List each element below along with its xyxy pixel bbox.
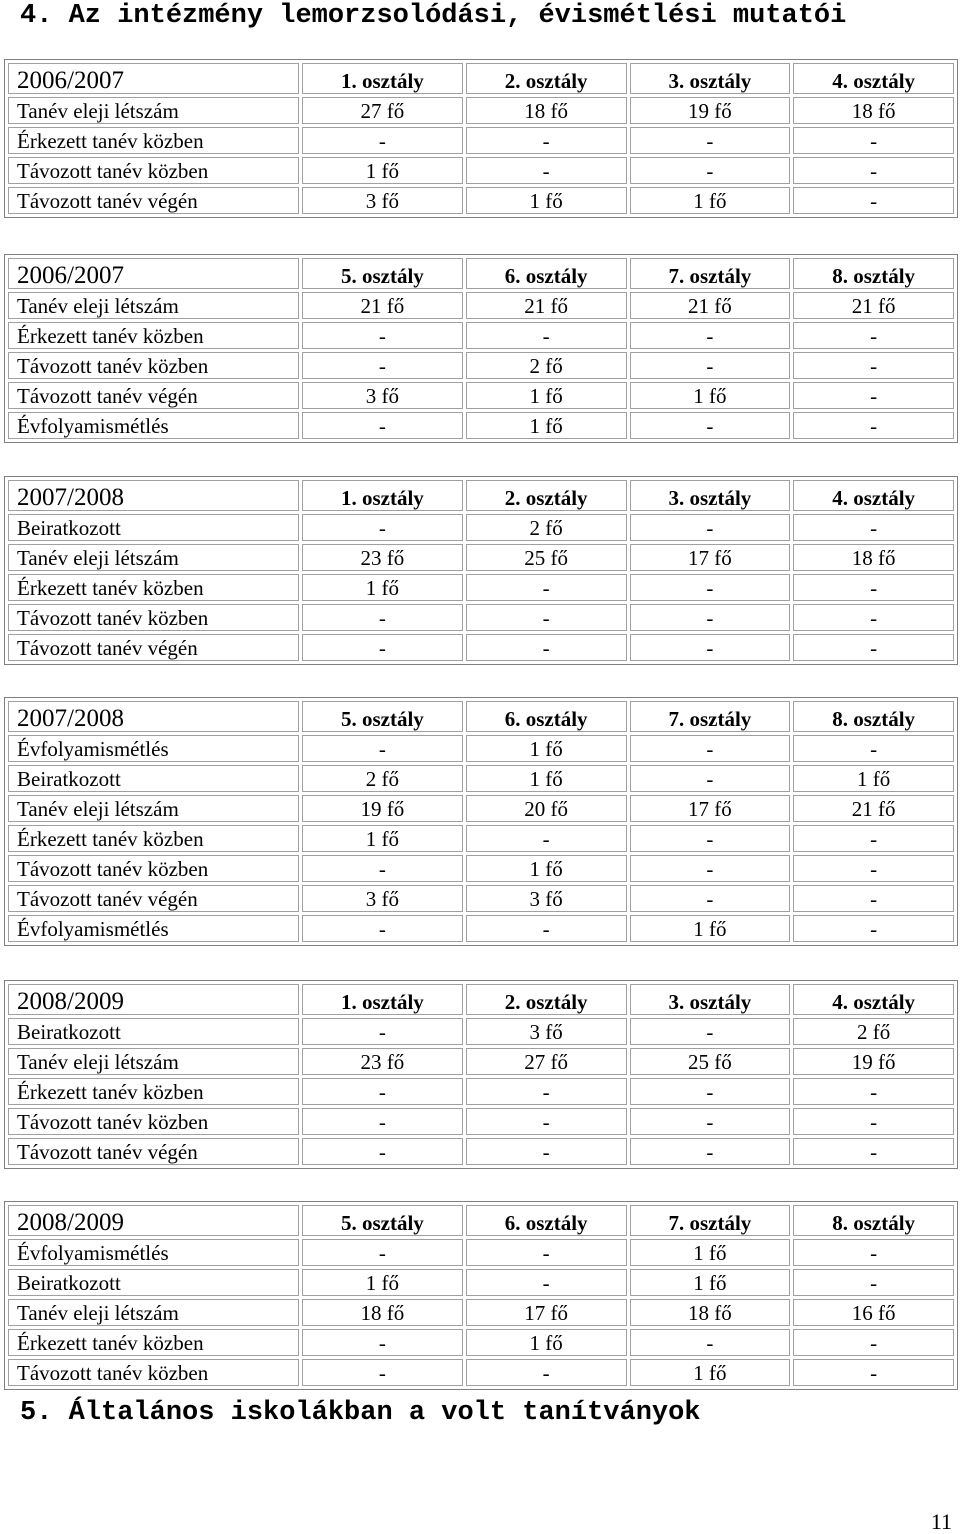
- table-row: [8, 352, 954, 379]
- table-cell: -: [302, 127, 463, 154]
- table-row: [8, 1138, 954, 1165]
- table-cell: -: [793, 412, 954, 439]
- class-column-header: 6. osztály: [466, 701, 627, 732]
- table-cell: -: [793, 1269, 954, 1296]
- class-column-header: 4. osztály: [793, 63, 954, 94]
- table-cell: -: [793, 1108, 954, 1135]
- data-table: [4, 476, 958, 665]
- class-column-header: 3. osztály: [630, 63, 791, 94]
- table-cell: -: [793, 187, 954, 214]
- table-cell: 1 fő: [302, 825, 463, 852]
- table-cell: -: [630, 1018, 791, 1045]
- table-cell: 21 fő: [793, 795, 954, 822]
- table-cell: -: [466, 157, 627, 184]
- table-cell: 17 fő: [466, 1299, 627, 1326]
- table-cell: -: [793, 127, 954, 154]
- table-cell: -: [466, 1138, 627, 1165]
- table-cell: -: [466, 1269, 627, 1296]
- class-column-header: 3. osztály: [630, 984, 791, 1015]
- class-column-header: 1. osztály: [302, 984, 463, 1015]
- table-cell: 1 fő: [466, 412, 627, 439]
- table-row: [8, 825, 954, 852]
- table-cell: -: [630, 825, 791, 852]
- table-cell: -: [302, 352, 463, 379]
- table-cell: 21 fő: [793, 292, 954, 319]
- table-row: [8, 1269, 954, 1296]
- table-cell: -: [793, 604, 954, 631]
- class-column-header: 5. osztály: [302, 701, 463, 732]
- table-row: [8, 1239, 954, 1266]
- school-year: 2006/2007: [8, 258, 299, 289]
- table-cell: -: [302, 1078, 463, 1105]
- row-label: Tanév eleji létszám: [8, 1048, 299, 1075]
- table-header-row: [8, 701, 954, 732]
- row-label: Távozott tanév végén: [8, 187, 299, 214]
- table-row: [8, 127, 954, 154]
- table-cell: -: [630, 412, 791, 439]
- table-cell: 18 fő: [630, 1299, 791, 1326]
- table-cell: 1 fő: [466, 855, 627, 882]
- row-label: Évfolyamismétlés: [8, 1239, 299, 1266]
- row-label: Évfolyamismétlés: [8, 412, 299, 439]
- table-row: [8, 514, 954, 541]
- table-row: [8, 1329, 954, 1356]
- table-cell: 3 fő: [302, 382, 463, 409]
- table-cell: -: [630, 735, 791, 762]
- table-cell: -: [630, 157, 791, 184]
- table-row: [8, 604, 954, 631]
- table-cell: -: [302, 514, 463, 541]
- table-row: [8, 412, 954, 439]
- table-cell: 19 fő: [793, 1048, 954, 1075]
- table-header-row: [8, 480, 954, 511]
- table-cell: 23 fő: [302, 544, 463, 571]
- table-row: [8, 1018, 954, 1045]
- table-row: [8, 574, 954, 601]
- row-label: Érkezett tanév közben: [8, 1329, 299, 1356]
- table-cell: -: [466, 127, 627, 154]
- table-cell: 21 fő: [466, 292, 627, 319]
- table-cell: 2 fő: [466, 514, 627, 541]
- page-number: 11: [930, 1509, 952, 1534]
- table-cell: -: [630, 514, 791, 541]
- table-row: [8, 634, 954, 661]
- table-cell: 21 fő: [630, 292, 791, 319]
- class-column-header: 2. osztály: [466, 984, 627, 1015]
- data-table: [4, 59, 958, 218]
- row-label: Tanév eleji létszám: [8, 292, 299, 319]
- table-cell: 2 fő: [302, 765, 463, 792]
- table-cell: 2 fő: [466, 352, 627, 379]
- table-cell: -: [793, 1138, 954, 1165]
- table-cell: -: [302, 322, 463, 349]
- table-cell: 1 fő: [302, 1269, 463, 1296]
- row-label: Beiratkozott: [8, 1269, 299, 1296]
- class-column-header: 5. osztály: [302, 258, 463, 289]
- class-column-header: 7. osztály: [630, 701, 791, 732]
- table-cell: -: [466, 1078, 627, 1105]
- row-label: Érkezett tanév közben: [8, 1078, 299, 1105]
- class-column-header: 1. osztály: [302, 63, 463, 94]
- class-column-header: 8. osztály: [793, 1205, 954, 1236]
- table-cell: -: [630, 855, 791, 882]
- section-heading-5: 5. Általános iskolákban a volt tanítványok: [20, 1398, 701, 1428]
- table-cell: -: [466, 1239, 627, 1266]
- table-cell: 1 fő: [630, 1239, 791, 1266]
- class-column-header: 7. osztály: [630, 1205, 791, 1236]
- table-cell: 25 fő: [466, 544, 627, 571]
- table-cell: -: [302, 634, 463, 661]
- row-label: Évfolyamismétlés: [8, 915, 299, 942]
- row-label: Beiratkozott: [8, 1018, 299, 1045]
- table-cell: -: [302, 604, 463, 631]
- table-cell: -: [630, 765, 791, 792]
- table-cell: -: [630, 604, 791, 631]
- row-label: Távozott tanév végén: [8, 1138, 299, 1165]
- table-cell: 1 fő: [466, 765, 627, 792]
- row-label: Tanév eleji létszám: [8, 1299, 299, 1326]
- table-cell: -: [466, 825, 627, 852]
- table-cell: -: [793, 514, 954, 541]
- table-cell: -: [302, 412, 463, 439]
- data-table: [4, 980, 958, 1169]
- table-cell: -: [302, 735, 463, 762]
- table-cell: 2 fő: [793, 1018, 954, 1045]
- table-cell: -: [630, 322, 791, 349]
- table-cell: -: [793, 855, 954, 882]
- table-cell: -: [793, 915, 954, 942]
- table-row: [8, 1299, 954, 1326]
- class-column-header: 6. osztály: [466, 1205, 627, 1236]
- data-table: [4, 697, 958, 946]
- class-column-header: 2. osztály: [466, 480, 627, 511]
- table-cell: 1 fő: [630, 915, 791, 942]
- row-label: Távozott tanév közben: [8, 1108, 299, 1135]
- school-year: 2008/2009: [8, 1205, 299, 1236]
- table-cell: -: [630, 1108, 791, 1135]
- table-cell: -: [630, 634, 791, 661]
- table-cell: 18 fő: [793, 97, 954, 124]
- table-row: [8, 1108, 954, 1135]
- table-cell: -: [630, 574, 791, 601]
- table-cell: -: [302, 1138, 463, 1165]
- table-cell: -: [630, 1078, 791, 1105]
- table-cell: -: [302, 915, 463, 942]
- table-row: [8, 292, 954, 319]
- row-label: Érkezett tanév közben: [8, 825, 299, 852]
- row-label: Távozott tanév végén: [8, 382, 299, 409]
- table-cell: -: [302, 1108, 463, 1135]
- table-row: [8, 97, 954, 124]
- table-cell: -: [793, 1078, 954, 1105]
- table-cell: -: [466, 1108, 627, 1135]
- table-cell: 1 fő: [630, 382, 791, 409]
- table-cell: -: [466, 915, 627, 942]
- section-heading-4: 4. Az intézmény lemorzsolódási, évismétlési mutatói: [20, 1, 847, 31]
- table-cell: -: [630, 1329, 791, 1356]
- table-row: [8, 795, 954, 822]
- table-cell: 1 fő: [302, 157, 463, 184]
- table-cell: -: [302, 1239, 463, 1266]
- school-year: 2008/2009: [8, 984, 299, 1015]
- table-cell: -: [630, 127, 791, 154]
- row-label: Érkezett tanév közben: [8, 322, 299, 349]
- table-row: [8, 1048, 954, 1075]
- table-cell: 27 fő: [302, 97, 463, 124]
- row-label: Tanév eleji létszám: [8, 97, 299, 124]
- row-label: Távozott tanév közben: [8, 855, 299, 882]
- table-row: [8, 157, 954, 184]
- table-cell: -: [466, 574, 627, 601]
- table-cell: 17 fő: [630, 544, 791, 571]
- class-column-header: 2. osztály: [466, 63, 627, 94]
- table-cell: -: [302, 1329, 463, 1356]
- table-cell: 3 fő: [466, 1018, 627, 1045]
- row-label: Beiratkozott: [8, 765, 299, 792]
- table-row: [8, 855, 954, 882]
- table-cell: 1 fő: [466, 735, 627, 762]
- table-cell: 1 fő: [793, 765, 954, 792]
- table-cell: 25 fő: [630, 1048, 791, 1075]
- table-cell: 17 fő: [630, 795, 791, 822]
- table-cell: -: [630, 352, 791, 379]
- table-header-row: [8, 1205, 954, 1236]
- table-cell: 1 fő: [302, 574, 463, 601]
- table-cell: -: [793, 352, 954, 379]
- class-column-header: 3. osztály: [630, 480, 791, 511]
- table-cell: 19 fő: [630, 97, 791, 124]
- class-column-header: 5. osztály: [302, 1205, 463, 1236]
- table-cell: 23 fő: [302, 1048, 463, 1075]
- table-row: [8, 187, 954, 214]
- row-label: Érkezett tanév közben: [8, 574, 299, 601]
- table-cell: -: [466, 634, 627, 661]
- table-header-row: [8, 984, 954, 1015]
- table-cell: 3 fő: [302, 187, 463, 214]
- row-label: Távozott tanév végén: [8, 885, 299, 912]
- table-cell: -: [793, 382, 954, 409]
- table-cell: -: [793, 1329, 954, 1356]
- table-cell: -: [793, 1239, 954, 1266]
- class-column-header: 8. osztály: [793, 701, 954, 732]
- table-cell: 27 fő: [466, 1048, 627, 1075]
- table-cell: -: [302, 855, 463, 882]
- school-year: 2007/2008: [8, 701, 299, 732]
- table-cell: 16 fő: [793, 1299, 954, 1326]
- table-cell: 1 fő: [466, 382, 627, 409]
- table-cell: 18 fő: [466, 97, 627, 124]
- table-cell: 1 fő: [630, 1359, 791, 1386]
- table-row: [8, 1359, 954, 1386]
- table-cell: -: [793, 634, 954, 661]
- table-cell: -: [793, 885, 954, 912]
- table-cell: -: [793, 322, 954, 349]
- table-cell: 1 fő: [630, 1269, 791, 1296]
- table-cell: 18 fő: [793, 544, 954, 571]
- table-cell: -: [466, 1359, 627, 1386]
- table-cell: -: [302, 1018, 463, 1045]
- school-year: 2007/2008: [8, 480, 299, 511]
- table-row: [8, 885, 954, 912]
- table-cell: -: [793, 1359, 954, 1386]
- table-cell: -: [630, 1138, 791, 1165]
- table-cell: 1 fő: [466, 1329, 627, 1356]
- table-cell: 18 fő: [302, 1299, 463, 1326]
- table-cell: -: [302, 1359, 463, 1386]
- row-label: Évfolyamismétlés: [8, 735, 299, 762]
- class-column-header: 1. osztály: [302, 480, 463, 511]
- row-label: Távozott tanév közben: [8, 1359, 299, 1386]
- class-column-header: 8. osztály: [793, 258, 954, 289]
- table-cell: 21 fő: [302, 292, 463, 319]
- table-cell: -: [793, 735, 954, 762]
- table-row: [8, 735, 954, 762]
- school-year: 2006/2007: [8, 63, 299, 94]
- class-column-header: 6. osztály: [466, 258, 627, 289]
- table-cell: -: [466, 322, 627, 349]
- class-column-header: 4. osztály: [793, 480, 954, 511]
- table-cell: -: [466, 604, 627, 631]
- row-label: Érkezett tanév közben: [8, 127, 299, 154]
- table-cell: -: [793, 157, 954, 184]
- table-row: [8, 382, 954, 409]
- table-header-row: [8, 258, 954, 289]
- table-cell: 3 fő: [302, 885, 463, 912]
- table-cell: -: [630, 885, 791, 912]
- table-row: [8, 765, 954, 792]
- table-cell: 1 fő: [466, 187, 627, 214]
- table-cell: -: [793, 574, 954, 601]
- class-column-header: 4. osztály: [793, 984, 954, 1015]
- table-row: [8, 1078, 954, 1105]
- class-column-header: 7. osztály: [630, 258, 791, 289]
- table-cell: 19 fő: [302, 795, 463, 822]
- row-label: Tanév eleji létszám: [8, 795, 299, 822]
- table-cell: 20 fő: [466, 795, 627, 822]
- row-label: Tanév eleji létszám: [8, 544, 299, 571]
- table-cell: -: [793, 825, 954, 852]
- data-table: [4, 1201, 958, 1390]
- data-table: [4, 254, 958, 443]
- row-label: Beiratkozott: [8, 514, 299, 541]
- table-row: [8, 322, 954, 349]
- table-row: [8, 544, 954, 571]
- table-cell: 3 fő: [466, 885, 627, 912]
- row-label: Távozott tanév közben: [8, 352, 299, 379]
- table-cell: 1 fő: [630, 187, 791, 214]
- table-header-row: [8, 63, 954, 94]
- row-label: Távozott tanév közben: [8, 604, 299, 631]
- row-label: Távozott tanév közben: [8, 157, 299, 184]
- row-label: Távozott tanév végén: [8, 634, 299, 661]
- table-row: [8, 915, 954, 942]
